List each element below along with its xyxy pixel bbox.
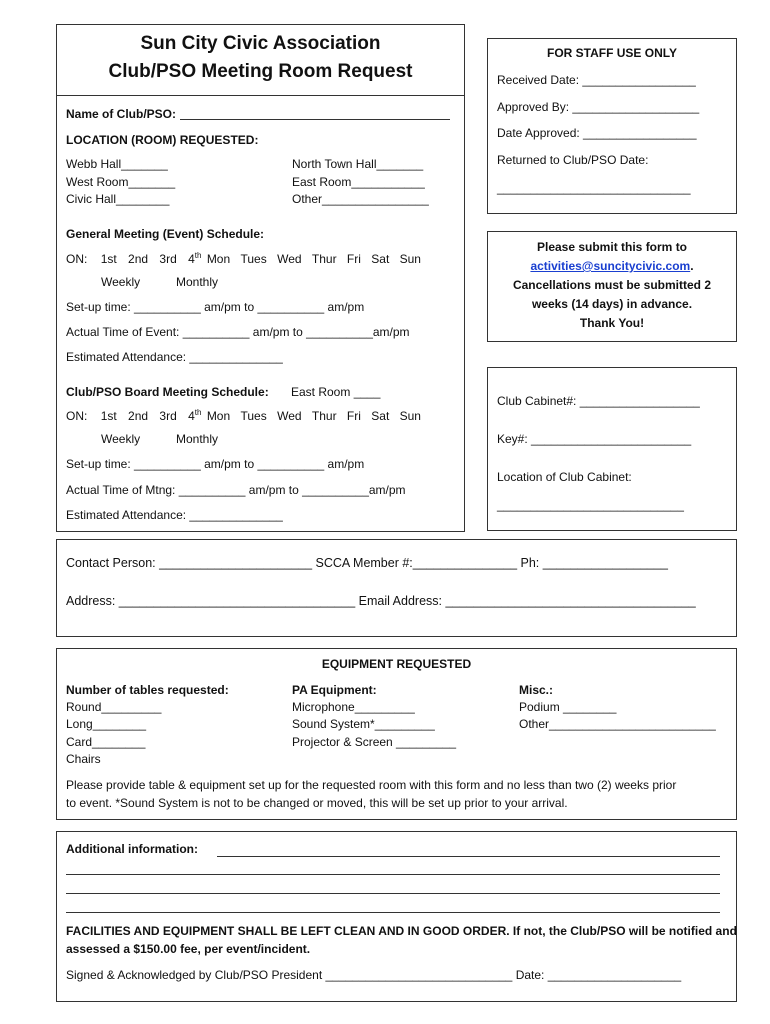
date-approved-field[interactable]: Date Approved: _________________	[497, 126, 697, 140]
board-schedule-days[interactable]	[66, 408, 421, 423]
board-setup-time[interactable]: Set-up time: __________ am/pm to __________ am/pm	[66, 457, 365, 471]
day-sun[interactable]: Sun	[399, 252, 421, 266]
board-meeting-heading: Club/PSO Board Meeting Schedule:	[66, 385, 269, 399]
returned-date-label: Returned to Club/PSO Date:	[497, 153, 649, 167]
week-4th[interactable]: 4th	[188, 408, 202, 423]
cabinet-location-field[interactable]: ____________________________	[497, 498, 684, 512]
pa-heading: PA Equipment:	[292, 683, 377, 697]
notice-line-2: Cancellations must be submitted 2	[512, 278, 712, 292]
additional-box	[56, 831, 737, 1002]
week-1st[interactable]: 1st	[100, 252, 117, 266]
form-title: Club/PSO Meeting Room Request	[108, 61, 413, 82]
day-mon[interactable]: Mon	[206, 252, 231, 266]
general-schedule-days[interactable]	[66, 251, 421, 266]
tables-heading: Number of tables requested:	[66, 683, 229, 697]
day-fri[interactable]: Fri	[346, 252, 361, 266]
week-4th[interactable]: 4th	[188, 251, 202, 266]
pa-microphone[interactable]: Microphone_________	[292, 700, 415, 714]
staff-heading: FOR STAFF USE ONLY	[546, 46, 677, 60]
club-cabinet-field[interactable]: Club Cabinet#: __________________	[497, 394, 700, 408]
title-divider	[57, 95, 464, 96]
general-weekly-option[interactable]: Weekly	[101, 275, 141, 289]
additional-info-label: Additional information:	[66, 842, 198, 856]
org-title: Sun City Civic Association	[140, 33, 381, 54]
email-period: .	[690, 259, 694, 273]
returned-date-field[interactable]: _____________________________	[497, 181, 691, 195]
room-other[interactable]: Other________________	[292, 192, 429, 206]
misc-podium[interactable]: Podium ________	[519, 700, 617, 714]
notice-line-1: Please submit this form to	[536, 240, 688, 254]
board-monthly-option[interactable]: Monthly	[176, 432, 219, 446]
president-signature-row[interactable]: Signed & Acknowledged by Club/PSO President ____________________________ Date: ____________________	[66, 968, 682, 982]
general-event-time[interactable]: Actual Time of Event: __________ am/pm to __________am/pm	[66, 325, 410, 339]
week-2nd[interactable]: 2nd	[128, 409, 149, 423]
key-field[interactable]: Key#: ________________________	[497, 432, 692, 446]
week-1st[interactable]: 1st	[100, 409, 117, 423]
general-monthly-option[interactable]: Monthly	[176, 275, 219, 289]
additional-info-line-2[interactable]	[66, 874, 720, 875]
chairs[interactable]: Chairs	[66, 752, 101, 766]
additional-info-line-3[interactable]	[66, 893, 720, 894]
day-fri[interactable]: Fri	[346, 409, 361, 423]
additional-info-line-1[interactable]	[217, 856, 720, 857]
activities-email-link[interactable]: activities@suncitycivic.com	[530, 259, 691, 273]
general-meeting-heading: General Meeting (Event) Schedule:	[66, 227, 265, 241]
tables-round[interactable]: Round_________	[66, 700, 162, 714]
pa-projector[interactable]: Projector & Screen _________	[292, 735, 457, 749]
week-2nd[interactable]: 2nd	[128, 252, 149, 266]
day-tues[interactable]: Tues	[240, 409, 267, 423]
club-name-label: Name of Club/PSO:	[66, 107, 177, 121]
board-weekly-option[interactable]: Weekly	[101, 432, 141, 446]
club-name-field[interactable]	[180, 119, 450, 120]
pa-sound-system[interactable]: Sound System*_________	[292, 717, 435, 731]
day-wed[interactable]: Wed	[277, 409, 302, 423]
day-tues[interactable]: Tues	[240, 252, 267, 266]
general-attendance[interactable]: Estimated Attendance: ______________	[66, 350, 283, 364]
cabinet-box	[487, 367, 737, 531]
tables-card[interactable]: Card________	[66, 735, 146, 749]
on-label: ON:	[66, 409, 88, 423]
equipment-box	[56, 648, 737, 820]
room-east-room[interactable]: East Room___________	[292, 175, 425, 189]
day-sat[interactable]: Sat	[371, 409, 390, 423]
room-civic-hall[interactable]: Civic Hall________	[66, 192, 170, 206]
notice-email-row	[488, 259, 736, 273]
misc-other[interactable]: Other_________________________	[519, 717, 716, 731]
cleanup-warning-1: FACILITIES AND EQUIPMENT SHALL BE LEFT CLEAN AND IN GOOD ORDER. If not, the Club/PSO will be notified and	[66, 924, 737, 938]
equipment-heading: EQUIPMENT REQUESTED	[321, 657, 472, 671]
on-label: ON:	[66, 252, 88, 266]
notice-line-3: weeks (14 days) in advance.	[531, 297, 693, 311]
day-mon[interactable]: Mon	[206, 409, 231, 423]
room-west-room[interactable]: West Room_______	[66, 175, 176, 189]
equipment-note-1: Please provide table & equipment set up for the requested room with this form and no less than two (2) weeks prior	[66, 778, 677, 792]
address-email-row[interactable]: Address: __________________________________ Email Address: ____________________________________	[66, 594, 696, 608]
request-form-main	[56, 24, 465, 532]
staff-use-box	[487, 38, 737, 214]
cabinet-location-label: Location of Club Cabinet:	[497, 470, 632, 484]
board-mtng-time[interactable]: Actual Time of Mtng: __________ am/pm to __________am/pm	[66, 483, 406, 497]
board-attendance[interactable]: Estimated Attendance: ______________	[66, 508, 283, 522]
location-heading: LOCATION (ROOM) REQUESTED:	[66, 133, 259, 147]
additional-info-line-4[interactable]	[66, 912, 720, 913]
submission-notice	[487, 231, 737, 342]
cleanup-warning-2: assessed a $150.00 fee, per event/incident.	[66, 942, 311, 956]
day-thur[interactable]: Thur	[311, 409, 337, 423]
contact-box	[56, 539, 737, 637]
equipment-note-2: to event. *Sound System is not to be changed or moved, this will be set up prior to your arrival.	[66, 796, 568, 810]
room-north-town-hall[interactable]: North Town Hall_______	[292, 157, 424, 171]
notice-line-4: Thank You!	[579, 316, 645, 330]
day-sun[interactable]: Sun	[399, 409, 421, 423]
approved-by-field[interactable]: Approved By: ___________________	[497, 100, 700, 114]
room-webb-hall[interactable]: Webb Hall_______	[66, 157, 168, 171]
day-sat[interactable]: Sat	[371, 252, 390, 266]
general-setup-time[interactable]: Set-up time: __________ am/pm to __________ am/pm	[66, 300, 365, 314]
week-3rd[interactable]: 3rd	[159, 409, 177, 423]
day-wed[interactable]: Wed	[277, 252, 302, 266]
board-room-east[interactable]: East Room ____	[291, 385, 381, 399]
week-3rd[interactable]: 3rd	[159, 252, 177, 266]
day-thur[interactable]: Thur	[311, 252, 337, 266]
received-date-field[interactable]: Received Date: _________________	[497, 73, 696, 87]
tables-long[interactable]: Long________	[66, 717, 147, 731]
contact-person-row[interactable]: Contact Person: ______________________ SCCA Member #:_______________ Ph: __________________	[66, 556, 668, 570]
misc-heading: Misc.:	[519, 683, 554, 697]
